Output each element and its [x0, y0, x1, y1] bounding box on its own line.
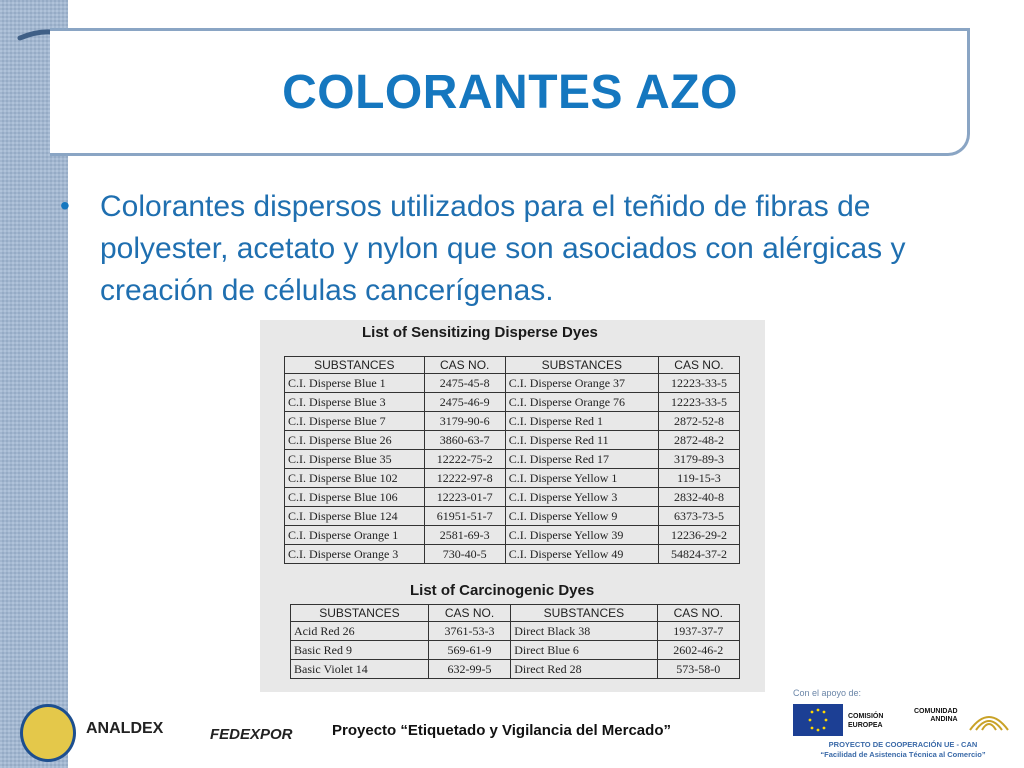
- table-row: [285, 393, 740, 412]
- substance-cell: Basic Red 9: [291, 641, 429, 660]
- cas-cell: 2475-46-9: [424, 393, 505, 412]
- table-header-row: [291, 605, 740, 622]
- table-row: [291, 622, 740, 641]
- cas-cell: 3860-63-7: [424, 431, 505, 450]
- substance-cell: C.I. Disperse Orange 37: [505, 374, 658, 393]
- cas-cell: 1937-37-7: [657, 622, 739, 641]
- table-row: [291, 660, 740, 679]
- substance-cell: C.I. Disperse Yellow 3: [505, 488, 658, 507]
- table-row: [285, 431, 740, 450]
- col-cas: CAS NO.: [428, 605, 510, 622]
- substance-cell: C.I. Disperse Blue 106: [285, 488, 425, 507]
- sensitizing-title: List of Sensitizing Disperse Dyes: [362, 324, 598, 341]
- substance-cell: C.I. Disperse Blue 1: [285, 374, 425, 393]
- cas-cell: 730-40-5: [424, 545, 505, 564]
- table-row: [285, 507, 740, 526]
- eu-flag-icon: [793, 704, 843, 736]
- substance-cell: C.I. Disperse Red 11: [505, 431, 658, 450]
- substance-cell: C.I. Disperse Orange 3: [285, 545, 425, 564]
- substance-cell: C.I. Disperse Blue 26: [285, 431, 425, 450]
- project-footer-text: Proyecto “Etiquetado y Vigilancia del Mercado”: [332, 722, 671, 739]
- cas-cell: 12223-33-5: [658, 393, 739, 412]
- cas-cell: 2872-48-2: [658, 431, 739, 450]
- table-row: [285, 488, 740, 507]
- table-row: [285, 412, 740, 431]
- cas-cell: 54824-37-2: [658, 545, 739, 564]
- sensitizing-table: [284, 356, 740, 564]
- bullet-marker: •: [60, 190, 70, 221]
- substance-cell: Acid Red 26: [291, 622, 429, 641]
- cooperation-text: [793, 740, 1013, 760]
- carcinogenic-title: List of Carcinogenic Dyes: [410, 582, 595, 599]
- col-substances: SUBSTANCES: [291, 605, 429, 622]
- analdex-logo: ANALDEX: [86, 720, 164, 737]
- substance-cell: C.I. Disperse Yellow 9: [505, 507, 658, 526]
- coop-line-2: “Facilidad de Asistencia Técnica al Comercio”: [820, 750, 986, 759]
- substance-cell: Direct Black 38: [511, 622, 657, 641]
- cas-cell: 2475-45-8: [424, 374, 505, 393]
- eu-label: COMISIÓN EUROPEA: [848, 713, 884, 729]
- substance-cell: C.I. Disperse Blue 35: [285, 450, 425, 469]
- cas-cell: 569-61-9: [428, 641, 510, 660]
- cas-cell: 3179-89-3: [658, 450, 739, 469]
- substance-cell: C.I. Disperse Yellow 1: [505, 469, 658, 488]
- cas-cell: 61951-51-7: [424, 507, 505, 526]
- cas-cell: 3761-53-3: [428, 622, 510, 641]
- table-row: [285, 374, 740, 393]
- table-row: [285, 545, 740, 564]
- fedexpor-logo: FEDEXPOR: [210, 726, 293, 743]
- col-cas: CAS NO.: [658, 357, 739, 374]
- substance-cell: C.I. Disperse Red 1: [505, 412, 658, 431]
- substance-cell: C.I. Disperse Yellow 39: [505, 526, 658, 545]
- cas-cell: 12223-01-7: [424, 488, 505, 507]
- cas-cell: 6373-73-5: [658, 507, 739, 526]
- substance-cell: C.I. Disperse Blue 7: [285, 412, 425, 431]
- support-label: Con el apoyo de:: [793, 688, 862, 698]
- substance-cell: C.I. Disperse Blue 124: [285, 507, 425, 526]
- substance-cell: C.I. Disperse Blue 102: [285, 469, 425, 488]
- col-cas: CAS NO.: [657, 605, 739, 622]
- cas-cell: 12222-75-2: [424, 450, 505, 469]
- coop-line-1: PROYECTO DE COOPERACIÓN UE - CAN: [828, 740, 978, 749]
- cas-cell: 12223-33-5: [658, 374, 739, 393]
- substance-cell: Basic Violet 14: [291, 660, 429, 679]
- carcinogenic-table: [290, 604, 740, 679]
- slide-title: COLORANTES AZO: [282, 65, 738, 119]
- substance-cell: C.I. Disperse Orange 1: [285, 526, 425, 545]
- cas-cell: 3179-90-6: [424, 412, 505, 431]
- camara-comercio-seal: [20, 704, 76, 762]
- col-substances: SUBSTANCES: [505, 357, 658, 374]
- substance-cell: Direct Blue 6: [511, 641, 657, 660]
- cas-cell: 573-58-0: [657, 660, 739, 679]
- table-row: [291, 641, 740, 660]
- table-row: [285, 450, 740, 469]
- cas-cell: 2602-46-2: [657, 641, 739, 660]
- cas-cell: 12222-97-8: [424, 469, 505, 488]
- cas-cell: 2581-69-3: [424, 526, 505, 545]
- cas-cell: 2872-52-8: [658, 412, 739, 431]
- cas-cell: 2832-40-8: [658, 488, 739, 507]
- cas-cell: 119-15-3: [658, 469, 739, 488]
- table-row: [285, 469, 740, 488]
- cas-cell: 12236-29-2: [658, 526, 739, 545]
- substance-cell: C.I. Disperse Orange 76: [505, 393, 658, 412]
- substance-cell: C.I. Disperse Blue 3: [285, 393, 425, 412]
- scanned-dye-tables: [260, 320, 765, 692]
- col-substances: SUBSTANCES: [511, 605, 657, 622]
- col-cas: CAS NO.: [424, 357, 505, 374]
- table-header-row: [285, 357, 740, 374]
- comunidad-andina-logo-icon: [966, 704, 1012, 734]
- substance-cell: C.I. Disperse Red 17: [505, 450, 658, 469]
- col-substances: SUBSTANCES: [285, 357, 425, 374]
- substance-cell: C.I. Disperse Yellow 49: [505, 545, 658, 564]
- table-row: [285, 526, 740, 545]
- substance-cell: Direct Red 28: [511, 660, 657, 679]
- bullet-text: Colorantes dispersos utilizados para el teñido de fibras de polyester, acetato y nylon que son asociados con alérgicas y creación de células cancerígenas.: [100, 190, 906, 307]
- cas-cell: 632-99-5: [428, 660, 510, 679]
- can-label: COMUNIDAD ANDINA: [914, 708, 958, 723]
